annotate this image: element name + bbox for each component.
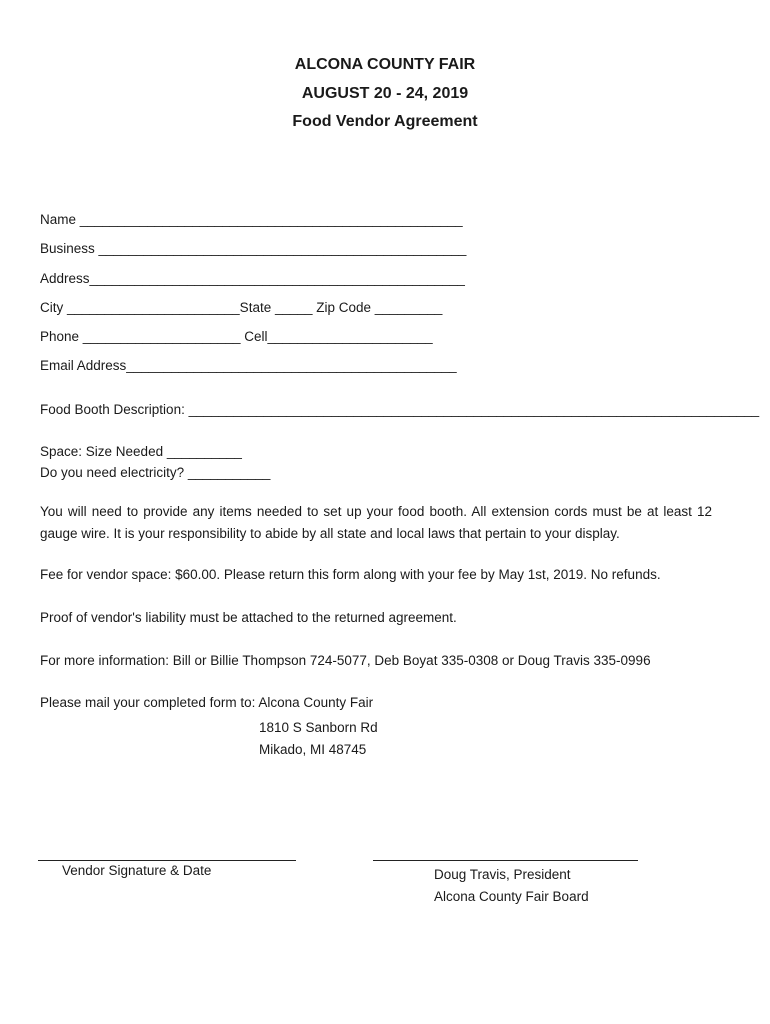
fee-paragraph: Fee for vendor space: $60.00. Please return this form along with your fee by May 1st, 2019. No refunds. [40, 567, 661, 582]
liability-paragraph: Proof of vendor's liability must be attached to the returned agreement. [40, 610, 457, 625]
requirements-paragraph: You will need to provide any items needed to set up your food booth. All extension cords must be at least 12 gauge wire. It is your responsibility to abide by all state and local laws that pertain to your display. [40, 504, 712, 541]
fair-dates: AUGUST 20 - 24, 2019 [301, 85, 469, 102]
name-field: Name ___________________________________________________ [40, 212, 463, 227]
food-booth-description-field: Food Booth Description: ____________________________________________________________________________ [40, 402, 760, 417]
mail-to-line: Please mail your completed form to: Alcona County Fair [40, 695, 374, 710]
business-field: Business _________________________________________________ [40, 241, 467, 256]
president-signature-line [373, 860, 638, 861]
mail-street: 1810 S Sanborn Rd [259, 720, 378, 735]
president-org: Alcona County Fair Board [434, 889, 589, 904]
space-size-field: Space: Size Needed __________ [40, 444, 242, 459]
phone-cell-field: Phone _____________________ Cell______________________ [40, 329, 433, 344]
address-field: Address__________________________________________________ [40, 271, 465, 286]
mail-city: Mikado, MI 48745 [259, 742, 367, 757]
agreement-title: Food Vendor Agreement [292, 113, 478, 130]
city-state-zip-field: City _______________________State _____ Zip Code _________ [40, 300, 443, 315]
email-field: Email Address____________________________________________ [40, 358, 457, 373]
vendor-signature-label: Vendor Signature & Date [62, 863, 212, 878]
vendor-signature-line [38, 860, 296, 861]
electricity-field: Do you need electricity? ___________ [40, 465, 271, 480]
contact-info-paragraph: For more information: Bill or Billie Thompson 724-5077, Deb Boyat 335-0308 or Doug Travis 335-0996 [40, 653, 651, 668]
fair-title: ALCONA COUNTY FAIR [294, 56, 476, 73]
president-name: Doug Travis, President [434, 867, 571, 882]
